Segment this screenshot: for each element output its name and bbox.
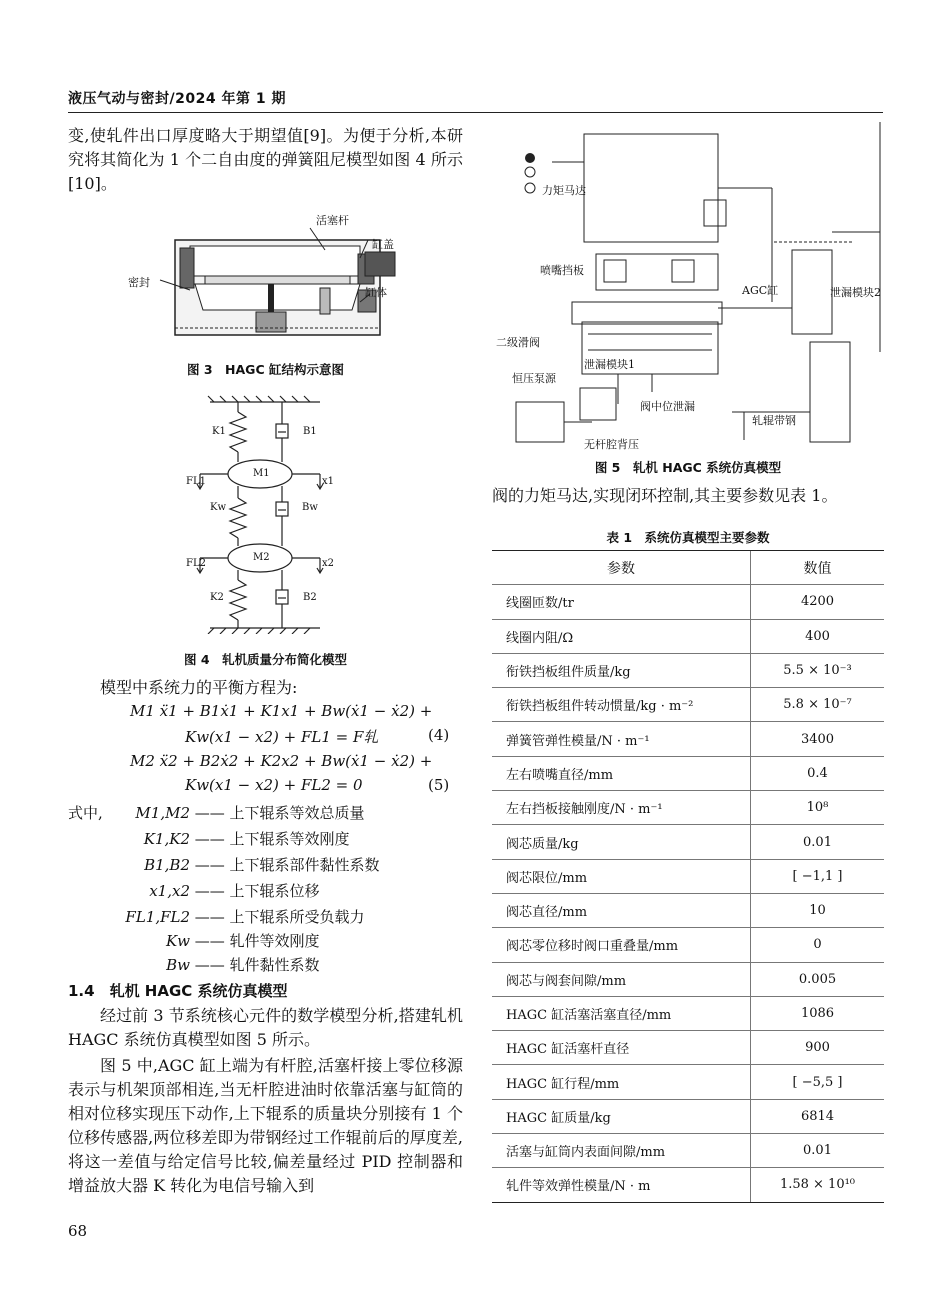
label-rodless-back: 无杆腔背压	[584, 438, 639, 451]
definition-symbol: Kw	[165, 932, 190, 950]
definition-desc: —— 上下辊系所受负载力	[194, 908, 365, 926]
label-Kw: Kw	[210, 502, 227, 513]
value-cell: 10	[751, 893, 885, 927]
label-cylinder-cap: 缸盖	[372, 238, 394, 251]
definition-symbol: M1,M2	[135, 804, 190, 822]
definition-symbol: Bw	[166, 956, 190, 974]
label-x2: x2	[322, 558, 335, 569]
equation-5-line-2: Kw(x1 − x2) + FL2 = 0	[185, 776, 363, 794]
table-header-param: 参数	[492, 551, 751, 585]
param-cell: 阀芯质量/kg	[492, 825, 751, 859]
definition-row	[68, 828, 350, 849]
definition-symbol: B1,B2	[144, 856, 190, 874]
table-row	[492, 928, 884, 962]
definition-row	[68, 802, 365, 823]
equation-5-line-1: M2 ẍ2 + B2ẋ2 + K2x2 + Bw(ẋ1 − ẋ2) +	[130, 752, 433, 770]
table-header-value: 数值	[751, 551, 885, 585]
label-K1: K1	[212, 426, 226, 437]
param-cell: 轧件等效弹性模量/N · m	[506, 1179, 651, 1195]
running-header: 液压气动与密封/2024 年第 1 期	[68, 91, 286, 107]
table-1-title: 表 1 系统仿真模型主要参数	[606, 530, 770, 545]
figure-5-caption: 图 5 轧机 HAGC 系统仿真模型	[594, 460, 782, 475]
label-Bw: Bw	[302, 502, 318, 513]
param-cell: 左右挡板接触刚度/N · m⁻¹	[492, 791, 751, 825]
page-number: 68	[68, 1222, 88, 1240]
param-cell: 衔铁挡板组件转动惯量/kg · m⁻²	[492, 688, 751, 722]
definition-desc: —— 轧件黏性系数	[194, 956, 320, 974]
label-leak-module-2: 泄漏模块2	[830, 286, 881, 299]
param-cell: 阀芯限位/mm	[492, 859, 751, 893]
param-cell: HAGC 缸行程/mm	[492, 1065, 751, 1099]
right-paragraph: 阀的力矩马达,实现闭环控制,其主要参数见表 1。	[492, 486, 838, 505]
label-K2: K2	[210, 592, 224, 603]
figure-3	[120, 210, 420, 350]
table-row	[492, 859, 884, 893]
value-cell: 4200	[751, 585, 885, 619]
value-cell: 1.58 × 10¹⁰	[751, 1168, 885, 1202]
table-row	[492, 722, 884, 756]
definition-symbol: K1,K2	[143, 830, 190, 848]
label-piston-rod: 活塞杆	[316, 214, 349, 227]
table-row	[492, 585, 884, 619]
section-heading: 1.4 轧机 HAGC 系统仿真模型	[68, 982, 288, 1000]
definition-symbol: x1,x2	[149, 882, 190, 900]
table-row	[492, 756, 884, 790]
param-cell: 弹簧管弹性模量/N · m⁻¹	[492, 722, 751, 756]
definition-desc: —— 上下辊系位移	[194, 882, 320, 900]
param-cell: 左右喷嘴直径/mm	[492, 756, 751, 790]
section-paragraph-2: 图 5 中,AGC 缸上端为有杆腔,活塞杆接上零位移源表示与机架顶部相连,当无杆腔进油时依靠活塞与缸筒的相对位移实现压下动作,上下辊系的质量块分别接有 1 个位移传感器,两位移差即为带钢经过工作辊前后的厚度差,将这一差值与给定信号比较,偏差量经过 PID 控制器和增益放大器 K 转化为电信号输入到	[68, 1056, 463, 1195]
value-cell: 5.5 × 10⁻³	[751, 653, 885, 687]
label-second-spool: 二级滑阀	[496, 336, 540, 349]
value-cell: 3400	[751, 722, 885, 756]
value-cell: 0.01	[751, 1134, 885, 1168]
value-cell: 10⁸	[751, 791, 885, 825]
param-cell: 阀芯与阀套间隙/mm	[492, 962, 751, 996]
label-M1: M1	[253, 468, 270, 479]
label-roll-strip: 轧辊带钢	[752, 414, 796, 427]
param-cell: 线圈内阻/Ω	[492, 619, 751, 653]
table-row	[492, 825, 884, 859]
label-cylinder-body: 缸体	[365, 286, 387, 299]
equation-5-number: (5)	[428, 776, 450, 794]
table-row	[492, 996, 884, 1030]
definitions-prefix: 式中,	[68, 804, 103, 822]
definition-symbol: FL1,FL2	[125, 908, 190, 926]
label-valve-mid-leak: 阀中位泄漏	[640, 400, 695, 413]
definition-row	[68, 880, 320, 901]
intro-paragraph: 变,使轧件出口厚度略大于期望值[9]。为便于分析,本研究将其简化为 1 个二自由度的弹簧阻尼模型如图 4 所示[10]。	[68, 126, 463, 193]
label-x1: x1	[322, 476, 335, 487]
param-cell: 阀芯零位移时阀口重叠量/mm	[492, 928, 751, 962]
definition-row	[68, 954, 320, 975]
label-agc-cylinder: AGC缸	[742, 284, 779, 297]
value-cell: 1086	[751, 996, 885, 1030]
label-B1: B1	[303, 426, 317, 437]
label-const-pump: 恒压泵源	[512, 372, 556, 385]
value-cell: [ −5,5 ]	[751, 1065, 885, 1099]
table-row	[492, 1031, 884, 1065]
equation-4-number: (4)	[428, 726, 450, 744]
value-cell: 0.01	[751, 825, 885, 859]
param-cell: 线圈匝数/tr	[492, 585, 751, 619]
value-cell: [ −1,1 ]	[751, 859, 885, 893]
definition-row	[68, 930, 320, 951]
param-cell: HAGC 缸活塞活塞直径/mm	[492, 996, 751, 1030]
figure-3-caption: 图 3 HAGC 缸结构示意图	[187, 362, 344, 377]
hagc-cylinder-structure-drawing	[120, 210, 420, 350]
label-FL1: FL1	[186, 476, 206, 487]
label-nozzle-flapper: 喷嘴挡板	[540, 264, 584, 277]
param-cell: HAGC 缸质量/kg	[492, 1099, 751, 1133]
figure-4-caption: 图 4 轧机质量分布简化模型	[183, 652, 348, 667]
table-1	[492, 550, 884, 1203]
table-row	[492, 1168, 884, 1202]
table-row	[492, 1134, 884, 1168]
definition-desc: —— 上下辊系部件黏性系数	[194, 856, 380, 874]
equation-4-line-2: Kw(x1 − x2) + FL1 = F轧	[185, 728, 379, 746]
label-torque-motor: 力矩马达	[542, 184, 586, 197]
value-cell: 0.4	[751, 756, 885, 790]
table-row	[492, 962, 884, 996]
definition-desc: —— 轧件等效刚度	[194, 932, 320, 950]
param-cell: 阀芯直径/mm	[492, 893, 751, 927]
label-leak-module-1: 泄漏模块1	[584, 358, 635, 371]
table-row	[492, 1099, 884, 1133]
label-M2: M2	[253, 552, 270, 563]
header-rule	[68, 112, 883, 113]
table-row	[492, 791, 884, 825]
value-cell: 5.8 × 10⁻⁷	[751, 688, 885, 722]
definition-row	[68, 906, 365, 927]
definition-desc: —— 上下辊系等效总质量	[194, 804, 365, 822]
table-row	[492, 653, 884, 687]
table-row	[492, 688, 884, 722]
value-cell: 6814	[751, 1099, 885, 1133]
value-cell: 400	[751, 619, 885, 653]
definition-desc: —— 上下辊系等效刚度	[194, 830, 350, 848]
param-cell: 活塞与缸筒内表面间隙/mm	[492, 1134, 751, 1168]
equation-intro: 模型中系统力的平衡方程为:	[100, 678, 298, 697]
table-row	[492, 619, 884, 653]
section-paragraph-1: 经过前 3 节系统核心元件的数学模型分析,搭建轧机 HAGC 系统仿真模型如图 5 所示。	[68, 1006, 463, 1049]
param-cell: 衔铁挡板组件质量/kg	[492, 653, 751, 687]
table-row	[492, 1065, 884, 1099]
value-cell: 0.005	[751, 962, 885, 996]
table-row	[492, 893, 884, 927]
label-seal: 密封	[128, 276, 150, 289]
param-cell: HAGC 缸活塞杆直径	[492, 1031, 751, 1065]
label-B2: B2	[303, 592, 317, 603]
equation-4-line-1: M1 ẍ1 + B1ẋ1 + K1x1 + Bw(ẋ1 − ẋ2) +	[130, 702, 433, 720]
definition-row	[68, 854, 380, 875]
label-FL2: FL2	[186, 558, 206, 569]
value-cell: 900	[751, 1031, 885, 1065]
value-cell: 0	[751, 928, 885, 962]
